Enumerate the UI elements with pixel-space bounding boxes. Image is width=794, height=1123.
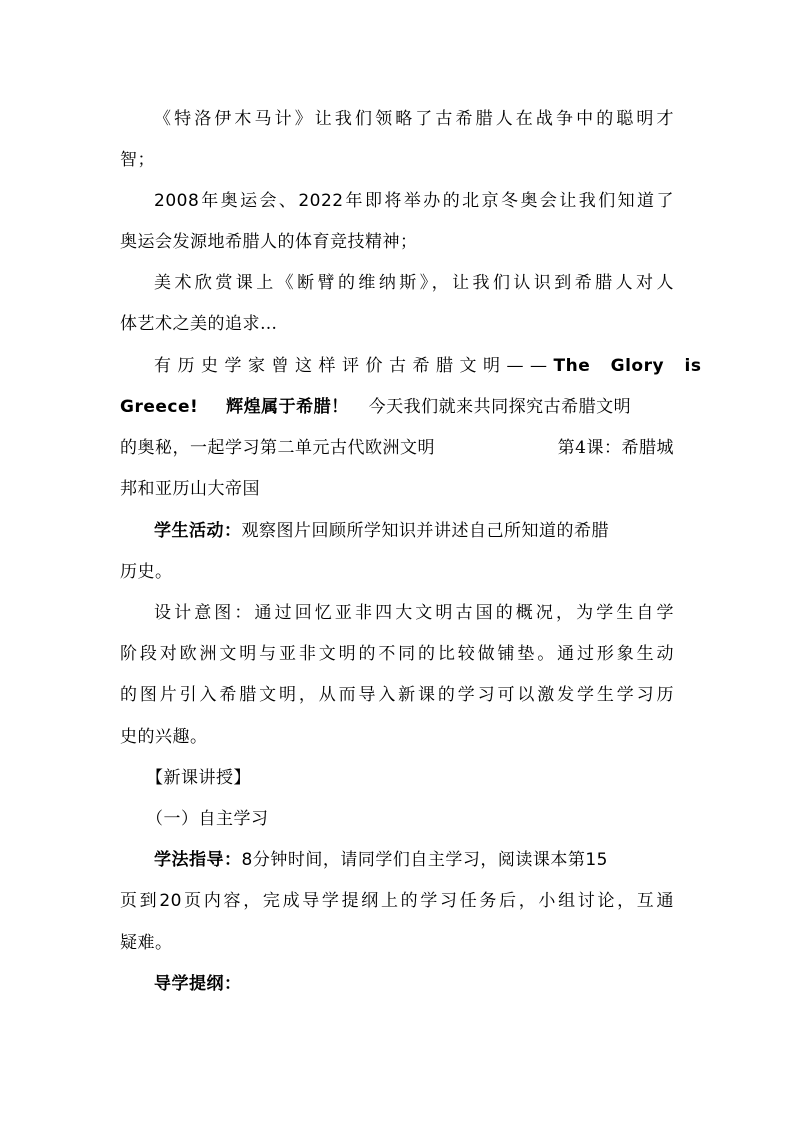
explore-text: 今天我们就来共同探究古希腊文明 (368, 397, 632, 417)
paragraph-glory-line2 (120, 396, 674, 418)
paragraph-olympics-line1: 2008年奥运会、2022年即将举办的北京冬奥会让我们知道了 (154, 191, 674, 211)
paragraph-design-line3: 的图片引入希腊文明，从而导入新课的学习可以激发学生学习历 (120, 685, 674, 705)
paragraph-design-line2: 阶段对欧洲文明与亚非文明的不同的比较做铺垫。通过形象生动 (120, 644, 674, 664)
heading-self-study: （一）自主学习 (146, 809, 269, 829)
paragraph-glory-line3 (120, 437, 674, 459)
paragraph-venus-line1: 美术欣赏课上《断臂的维纳斯》，让我们认识到希腊人对人 (154, 273, 674, 293)
study-guide-label: 学法指导： (154, 850, 242, 870)
paragraph-student-activity-line2: 历史。 (120, 562, 173, 582)
unit-text: 的奥秘，一起学习第二单元古代欧洲文明 (120, 438, 435, 458)
paragraph-trojan-line2: 智； (120, 150, 155, 170)
paragraph-glory-line4: 邦和亚历山大帝国 (120, 479, 260, 499)
paragraph-student-activity-line1 (120, 520, 674, 542)
student-activity-label: 学生活动： (154, 521, 242, 541)
paragraph-olympics-line2: 奥运会发源地希腊人的体育竞技精神； (120, 232, 418, 252)
paragraph-venus-line2: 体艺术之美的追求… (120, 314, 278, 334)
heading-outline: 导学提纲： (154, 974, 242, 994)
lesson-title-text: 第4课：希腊城 (557, 438, 674, 458)
study-guide-text: 8分钟时间，请同学们自主学习，阅读课本第15 (241, 850, 608, 870)
paragraph-study-guide-line2: 页到20页内容，完成导学提纲上的学习任务后，小组讨论，互通 (120, 891, 674, 911)
heading-new-lesson: 【新课讲授】 (146, 768, 251, 788)
glory-english-text: The Glory is (553, 356, 702, 376)
paragraph-design-line1: 设计意图：通过回忆亚非四大文明古国的概况，为学生自学 (154, 603, 674, 623)
student-activity-text: 观察图片回顾所学知识并讲述自己所知道的希腊 (241, 521, 609, 541)
glory-intro-text: 有历史学家曾这样评价古希腊文明—— (154, 356, 554, 376)
paragraph-glory-line1 (120, 355, 702, 377)
greece-english-text: Greece! (120, 397, 199, 417)
paragraph-trojan-line1: 《特洛伊木马计》让我们领略了古希腊人在战争中的聪明才 (154, 109, 674, 129)
paragraph-study-guide-line1 (120, 849, 674, 871)
paragraph-study-guide-line3: 疑难。 (120, 933, 173, 953)
glory-chinese-bold: 辉煌属于希腊！ (226, 397, 349, 417)
paragraph-design-line4: 史的兴趣。 (120, 727, 208, 747)
